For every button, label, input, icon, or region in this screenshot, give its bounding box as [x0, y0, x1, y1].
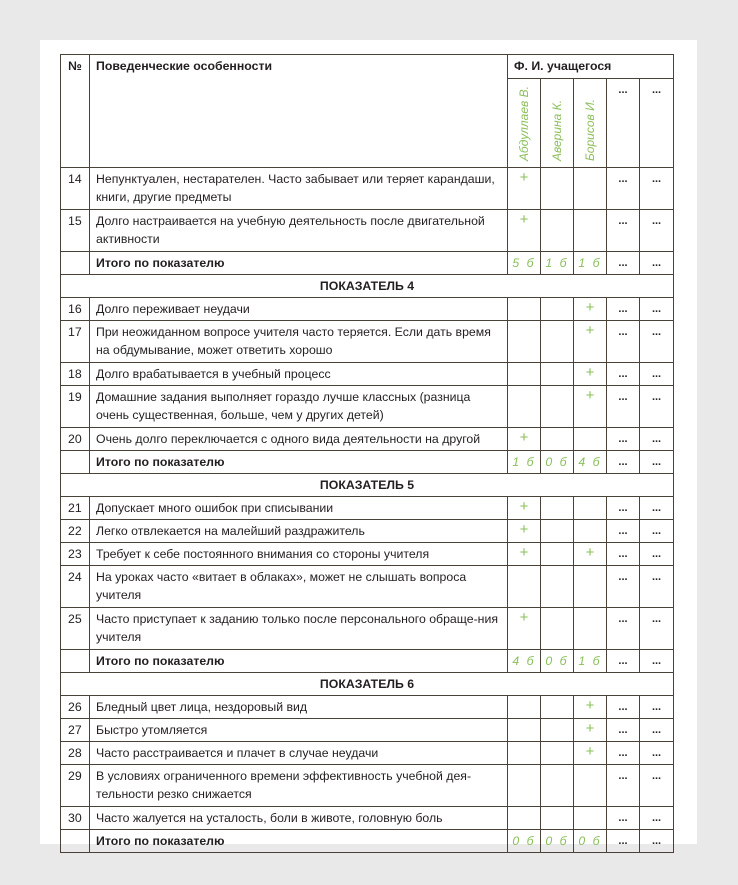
table-row: [61, 742, 674, 765]
mark-cell[interactable]: +: [574, 321, 607, 363]
score-cell[interactable]: 0 б: [574, 830, 607, 853]
row-number: 20: [61, 428, 90, 451]
score-cell[interactable]: 1 б: [574, 252, 607, 275]
row-number: 22: [61, 520, 90, 543]
header-student-more-2: ...: [640, 79, 674, 168]
header-number: №: [61, 55, 90, 168]
mark-cell[interactable]: [541, 363, 574, 386]
table-row: [61, 520, 674, 543]
mark-cell[interactable]: [508, 696, 541, 719]
mark-cell[interactable]: +: [508, 497, 541, 520]
row-number: [61, 252, 90, 275]
table-row: [61, 428, 674, 451]
score-cell[interactable]: 1 б: [574, 650, 607, 673]
header-student-1: Абдуллаев В.: [508, 79, 541, 168]
placeholder-cell: ...: [607, 363, 640, 386]
mark-cell[interactable]: +: [508, 428, 541, 451]
placeholder-cell: ...: [640, 497, 674, 520]
mark-cell[interactable]: [541, 210, 574, 252]
section-header-row: [61, 673, 674, 696]
row-number: 25: [61, 608, 90, 650]
mark-cell[interactable]: [541, 298, 574, 321]
mark-cell[interactable]: [508, 765, 541, 807]
behavior-text: Легко отвлекается на малейший раздражитель: [90, 520, 508, 543]
behavior-text: Требует к себе постоянного внимания со стороны учителя: [90, 543, 508, 566]
table-row: [61, 696, 674, 719]
total-label: Итого по показателю: [90, 830, 508, 853]
mark-cell[interactable]: [541, 807, 574, 830]
placeholder-cell: ...: [640, 298, 674, 321]
score-cell[interactable]: 4 б: [574, 451, 607, 474]
mark-cell[interactable]: [574, 168, 607, 210]
mark-cell[interactable]: +: [508, 168, 541, 210]
mark-cell[interactable]: +: [508, 520, 541, 543]
mark-cell[interactable]: [541, 168, 574, 210]
placeholder-cell: ...: [607, 168, 640, 210]
mark-cell[interactable]: [541, 696, 574, 719]
row-number: [61, 650, 90, 673]
row-number: 19: [61, 386, 90, 428]
header-behavior: Поведенческие особенности: [90, 55, 508, 168]
total-row: [61, 650, 674, 673]
mark-cell[interactable]: [541, 428, 574, 451]
table-row: [61, 497, 674, 520]
placeholder-cell: ...: [607, 543, 640, 566]
score-cell[interactable]: 0 б: [508, 830, 541, 853]
placeholder-cell: ...: [607, 386, 640, 428]
row-number: 24: [61, 566, 90, 608]
placeholder-cell: ...: [640, 386, 674, 428]
total-row: [61, 451, 674, 474]
placeholder-cell: ...: [640, 321, 674, 363]
placeholder-cell: ...: [640, 252, 674, 275]
placeholder-cell: ...: [607, 650, 640, 673]
score-cell[interactable]: 5 б: [508, 252, 541, 275]
header-student-3: Борисов И.: [574, 79, 607, 168]
score-cell[interactable]: 1 б: [508, 451, 541, 474]
mark-cell[interactable]: [508, 386, 541, 428]
placeholder-cell: ...: [607, 210, 640, 252]
mark-cell[interactable]: +: [574, 742, 607, 765]
behavior-text: Долго переживает неудачи: [90, 298, 508, 321]
mark-cell[interactable]: [508, 742, 541, 765]
row-number: 30: [61, 807, 90, 830]
placeholder-cell: ...: [640, 363, 674, 386]
behavior-text: При неожиданном вопросе учителя часто теряется. Если дать время на обдумывание, может ответить хорошо: [90, 321, 508, 363]
behavior-table: [60, 54, 674, 853]
placeholder-cell: ...: [640, 608, 674, 650]
placeholder-cell: ...: [607, 252, 640, 275]
mark-cell[interactable]: +: [574, 363, 607, 386]
score-cell[interactable]: 4 б: [508, 650, 541, 673]
placeholder-cell: ...: [607, 566, 640, 608]
behavior-text: Часто приступает к заданию только после персонального обраще-ния учителя: [90, 608, 508, 650]
mark-cell[interactable]: +: [574, 386, 607, 428]
mark-cell[interactable]: +: [574, 696, 607, 719]
mark-cell[interactable]: +: [508, 608, 541, 650]
placeholder-cell: ...: [640, 428, 674, 451]
table-row: [61, 386, 674, 428]
behavior-text: Долго настраивается на учебную деятельность после двигательной активности: [90, 210, 508, 252]
total-row: [61, 252, 674, 275]
placeholder-cell: ...: [640, 168, 674, 210]
mark-cell[interactable]: [574, 566, 607, 608]
placeholder-cell: ...: [607, 719, 640, 742]
behavior-text: Очень долго переключается с одного вида деятельности на другой: [90, 428, 508, 451]
placeholder-cell: ...: [640, 520, 674, 543]
section-header-row: [61, 474, 674, 497]
mark-cell[interactable]: [508, 363, 541, 386]
mark-cell[interactable]: [541, 608, 574, 650]
behavior-text: Быстро утомляется: [90, 719, 508, 742]
mark-cell[interactable]: [574, 520, 607, 543]
score-cell[interactable]: 0 б: [541, 451, 574, 474]
total-label: Итого по показателю: [90, 252, 508, 275]
placeholder-cell: ...: [607, 428, 640, 451]
score-cell[interactable]: 0 б: [541, 830, 574, 853]
mark-cell[interactable]: +: [574, 543, 607, 566]
behavior-text: На уроках часто «витает в облаках», может не слышать вопроса учителя: [90, 566, 508, 608]
behavior-text: Непунктуален, нестарателен. Часто забывает или теряет карандаши, книги, другие предметы: [90, 168, 508, 210]
row-number: 27: [61, 719, 90, 742]
mark-cell[interactable]: [574, 765, 607, 807]
document-page: [40, 40, 697, 848]
section-header-row: [61, 275, 674, 298]
placeholder-cell: ...: [640, 451, 674, 474]
behavior-text: Долго врабатывается в учебный процесс: [90, 363, 508, 386]
row-number: [61, 830, 90, 853]
placeholder-cell: ...: [607, 608, 640, 650]
placeholder-cell: ...: [607, 765, 640, 807]
table-row: [61, 168, 674, 210]
placeholder-cell: ...: [640, 830, 674, 853]
placeholder-cell: ...: [640, 696, 674, 719]
header-students-group: Ф. И. учащегося: [508, 55, 674, 79]
row-number: 26: [61, 696, 90, 719]
header-student-2: Аверина К.: [541, 79, 574, 168]
mark-cell[interactable]: +: [508, 210, 541, 252]
row-number: 14: [61, 168, 90, 210]
table-row: [61, 543, 674, 566]
placeholder-cell: ...: [607, 830, 640, 853]
section-title: ПОКАЗАТЕЛЬ 6: [61, 673, 674, 696]
placeholder-cell: ...: [607, 451, 640, 474]
behavior-text: Часто жалуется на усталость, боли в животе, головную боль: [90, 807, 508, 830]
mark-cell[interactable]: [541, 543, 574, 566]
header-student-more-1: ...: [607, 79, 640, 168]
placeholder-cell: ...: [640, 719, 674, 742]
total-row: [61, 830, 674, 853]
mark-cell[interactable]: [508, 719, 541, 742]
mark-cell[interactable]: [574, 807, 607, 830]
table-row: [61, 807, 674, 830]
row-number: 23: [61, 543, 90, 566]
placeholder-cell: ...: [640, 742, 674, 765]
row-number: 29: [61, 765, 90, 807]
mark-cell[interactable]: +: [574, 719, 607, 742]
row-number: 21: [61, 497, 90, 520]
placeholder-cell: ...: [607, 520, 640, 543]
mark-cell[interactable]: [541, 497, 574, 520]
score-cell[interactable]: 1 б: [541, 252, 574, 275]
mark-cell[interactable]: [541, 742, 574, 765]
behavior-text: Часто расстраивается и плачет в случае неудачи: [90, 742, 508, 765]
behavior-text: В условиях ограниченного времени эффективность учебной дея-тельности резко снижается: [90, 765, 508, 807]
table-row: [61, 321, 674, 363]
mark-cell[interactable]: [541, 321, 574, 363]
placeholder-cell: ...: [640, 543, 674, 566]
mark-cell[interactable]: [508, 321, 541, 363]
placeholder-cell: ...: [607, 321, 640, 363]
table-row: [61, 719, 674, 742]
mark-cell[interactable]: [541, 566, 574, 608]
mark-cell[interactable]: [541, 386, 574, 428]
table-row: [61, 566, 674, 608]
total-label: Итого по показателю: [90, 650, 508, 673]
placeholder-cell: ...: [640, 650, 674, 673]
table-row: [61, 298, 674, 321]
mark-cell[interactable]: [508, 807, 541, 830]
placeholder-cell: ...: [607, 742, 640, 765]
mark-cell[interactable]: [574, 608, 607, 650]
table-row: [61, 210, 674, 252]
section-title: ПОКАЗАТЕЛЬ 5: [61, 474, 674, 497]
mark-cell[interactable]: [541, 765, 574, 807]
mark-cell[interactable]: [574, 210, 607, 252]
section-title: ПОКАЗАТЕЛЬ 4: [61, 275, 674, 298]
row-number: 17: [61, 321, 90, 363]
score-cell[interactable]: 0 б: [541, 650, 574, 673]
table-row: [61, 765, 674, 807]
table-body: [61, 168, 674, 853]
behavior-text: Домашние задания выполняет гораздо лучше классных (разница очень существенная, больше, чем у других детей): [90, 386, 508, 428]
total-label: Итого по показателю: [90, 451, 508, 474]
mark-cell[interactable]: [574, 497, 607, 520]
table-row: [61, 363, 674, 386]
mark-cell[interactable]: [508, 298, 541, 321]
mark-cell[interactable]: +: [508, 543, 541, 566]
placeholder-cell: ...: [607, 298, 640, 321]
behavior-text: Допускает много ошибок при списывании: [90, 497, 508, 520]
placeholder-cell: ...: [640, 566, 674, 608]
mark-cell[interactable]: [508, 566, 541, 608]
mark-cell[interactable]: [541, 719, 574, 742]
row-number: 16: [61, 298, 90, 321]
placeholder-cell: ...: [640, 765, 674, 807]
placeholder-cell: ...: [640, 807, 674, 830]
placeholder-cell: ...: [607, 696, 640, 719]
table-row: [61, 608, 674, 650]
placeholder-cell: ...: [607, 497, 640, 520]
row-number: 18: [61, 363, 90, 386]
row-number: [61, 451, 90, 474]
mark-cell[interactable]: [574, 428, 607, 451]
mark-cell[interactable]: +: [574, 298, 607, 321]
row-number: 15: [61, 210, 90, 252]
behavior-text: Бледный цвет лица, нездоровый вид: [90, 696, 508, 719]
placeholder-cell: ...: [607, 807, 640, 830]
mark-cell[interactable]: [541, 520, 574, 543]
row-number: 28: [61, 742, 90, 765]
placeholder-cell: ...: [640, 210, 674, 252]
